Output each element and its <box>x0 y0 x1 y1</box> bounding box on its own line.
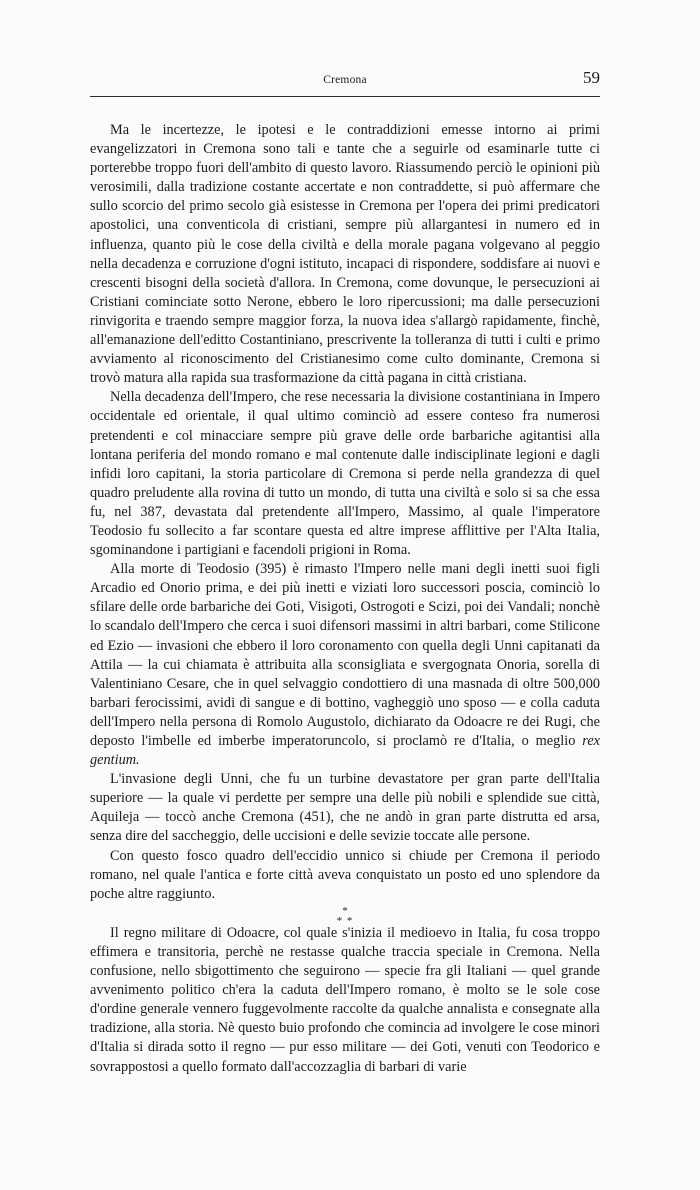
page-number: 59 <box>583 68 600 87</box>
paragraph-6: Il regno militare di Odoacre, col quale s'inizia il medioevo in Italia, fu cosa troppo effimera e transitoria, perchè ne restasse qualche traccia speciale in Cremona. Nella confusione, nello sbigottimento che seguirono — specie fra gli Italiani — quel grande avvenimento politico ch'era la caduta dell'Impero romano, è molto se le sole cose d'ordine generale vennero fuggevolmente raccolte da qualche annalista e consegnate alla tradizione, alla storia. Nè questo buio profondo che comincia ad involgere le cose minori d'Italia si dirada sotto il regno — pur esso militare — dei Goti, venuti con Teodorico e sovrappostosi a quello formato dall'accozzaglia di barbari di varie <box>90 924 600 1075</box>
paragraph-2: Nella decadenza dell'Impero, che rese necessaria la divisione costantiniana in Impero occidentale ed orientale, il qual ultimo cominciò ad essere conteso fra numerosi pretendenti e col minacciare sempre più grave delle orde barbariche agitantisi alla lontana periferia del mondo romano e mal contenute dalle indisciplinate legioni e dagli infidi loro capitani, la storia particolare di Cremona si perde nella grandezza di quel quadro preludente alla rovina di tutto un mondo, di tutta una civiltà e solo si sa che essa fu, nel 387, devastata dal pretendente all'Impero, Massimo, al quale l'imperatore Teodosio fu sollecito a far scontare questa ed altre imprese afflittive per l'Alta Italia, sgominandone i partigiani e facendoli prigioni in Roma. <box>90 389 600 559</box>
paragraph-1: Ma le incertezze, le ipotesi e le contraddizioni emesse intorno ai primi evangelizzatori in Cremona sono tali e tante che a seguirle od esaminarle tutte ci porterebbe troppo fuori dell'ambito di questo lavoro. Riassumendo perciò le opinioni più verosimili, dalla tradizione costante accertate e non contraddette, si può affermare che sullo scorcio del primo secolo già esistesse in Cremona per l'opera dei primi predicatori apostolici, una conventicola di cristiani, sempre più allargantesi in numero ed in influenza, quanto più le cose della civiltà e della morale pagana volgevano al peggio nella decadenza e corruzione d'ogni istituto, incapaci di rispondere, soddisfare ai nuovi e crescenti bisogni della società d'allora. In Cremona, come dovunque, le persecuzioni ai Cristiani cominciate sotto Nerone, ebbero le loro ripercussioni; ma dalle persecuzioni rinvigorita e traendo sempre maggior forza, la nuova idea s'allargò rapidamente, finchè, all'emanazione dell'editto Costantiniano, prescrivente la tolleranza di tutti i culti e primo avviamento al riconoscimento del Cristianesimo come culto dominante, Cremona si trovò matura alla rapida sua trasformazione da città pagana in città cristiana. <box>90 122 600 387</box>
paragraph-4: L'invasione degli Unni, che fu un turbine devastatore per gran parte dell'Italia superiore — la quale vi perdette per sempre una delle più nobili e splendide sue città, Aquileja — toccò anche Cremona (451), che ne andò in gran parte distrutta ed arsa, senza dire del saccheggio, delle uccisioni e delle sevizie toccate alle persone. <box>90 771 600 845</box>
asterism-top: * <box>342 904 348 917</box>
header-rule <box>90 96 600 97</box>
body-text <box>90 121 600 1077</box>
paragraph-3-text: Alla morte di Teodosio (395) è rimasto l'Impero nelle mani degli inetti suoi figli Arcadio ed Onorio prima, e dei più inetti e viziati loro successori poscia, cominciò lo sfilare delle orde barbariche dei Goti, Visigoti, Ostrogoti e Scizi, poi dei Vandali; nonchè lo scandalo dell'Impero che cerca i suoi difensori massimi in altri barbari, come Stilicone ed Ezio — invasioni che ebbero il loro coronamento con quella degli Unni capitanati da Attila — la cui chiamata è attribuita alla sconsigliata e svergognata Onoria, sorella di Valentiniano Cesare, che in quel selvaggio condottiero di una masnada di oltre 500,000 barbari ferocissimi, avidi di sangue e di bottino, vagheggiò uno sposo — e colla caduta dell'Impero nella persona di Romolo Augustolo, dichiarato da Odoacre re dei Rugi, che deposto l'imbelle ed imberbe imperatoruncolo, si proclamò re d'Italia, o meglio <box>90 561 600 749</box>
book-page <box>90 66 600 1077</box>
running-title: Cremona <box>323 74 367 86</box>
paragraph-3-italic: rex gentium. <box>90 733 601 769</box>
paragraph-3 <box>90 560 600 770</box>
asterism-bottom: * * <box>336 914 354 927</box>
page-header <box>90 66 600 96</box>
paragraph-5: Con questo fosco quadro dell'eccidio unnico si chiude per Cremona il periodo romano, nel quale l'antica e forte città aveva conquistato un posto ed uno splendore da poche altre raggiunto. <box>90 847 600 902</box>
asterism-divider <box>90 904 600 927</box>
